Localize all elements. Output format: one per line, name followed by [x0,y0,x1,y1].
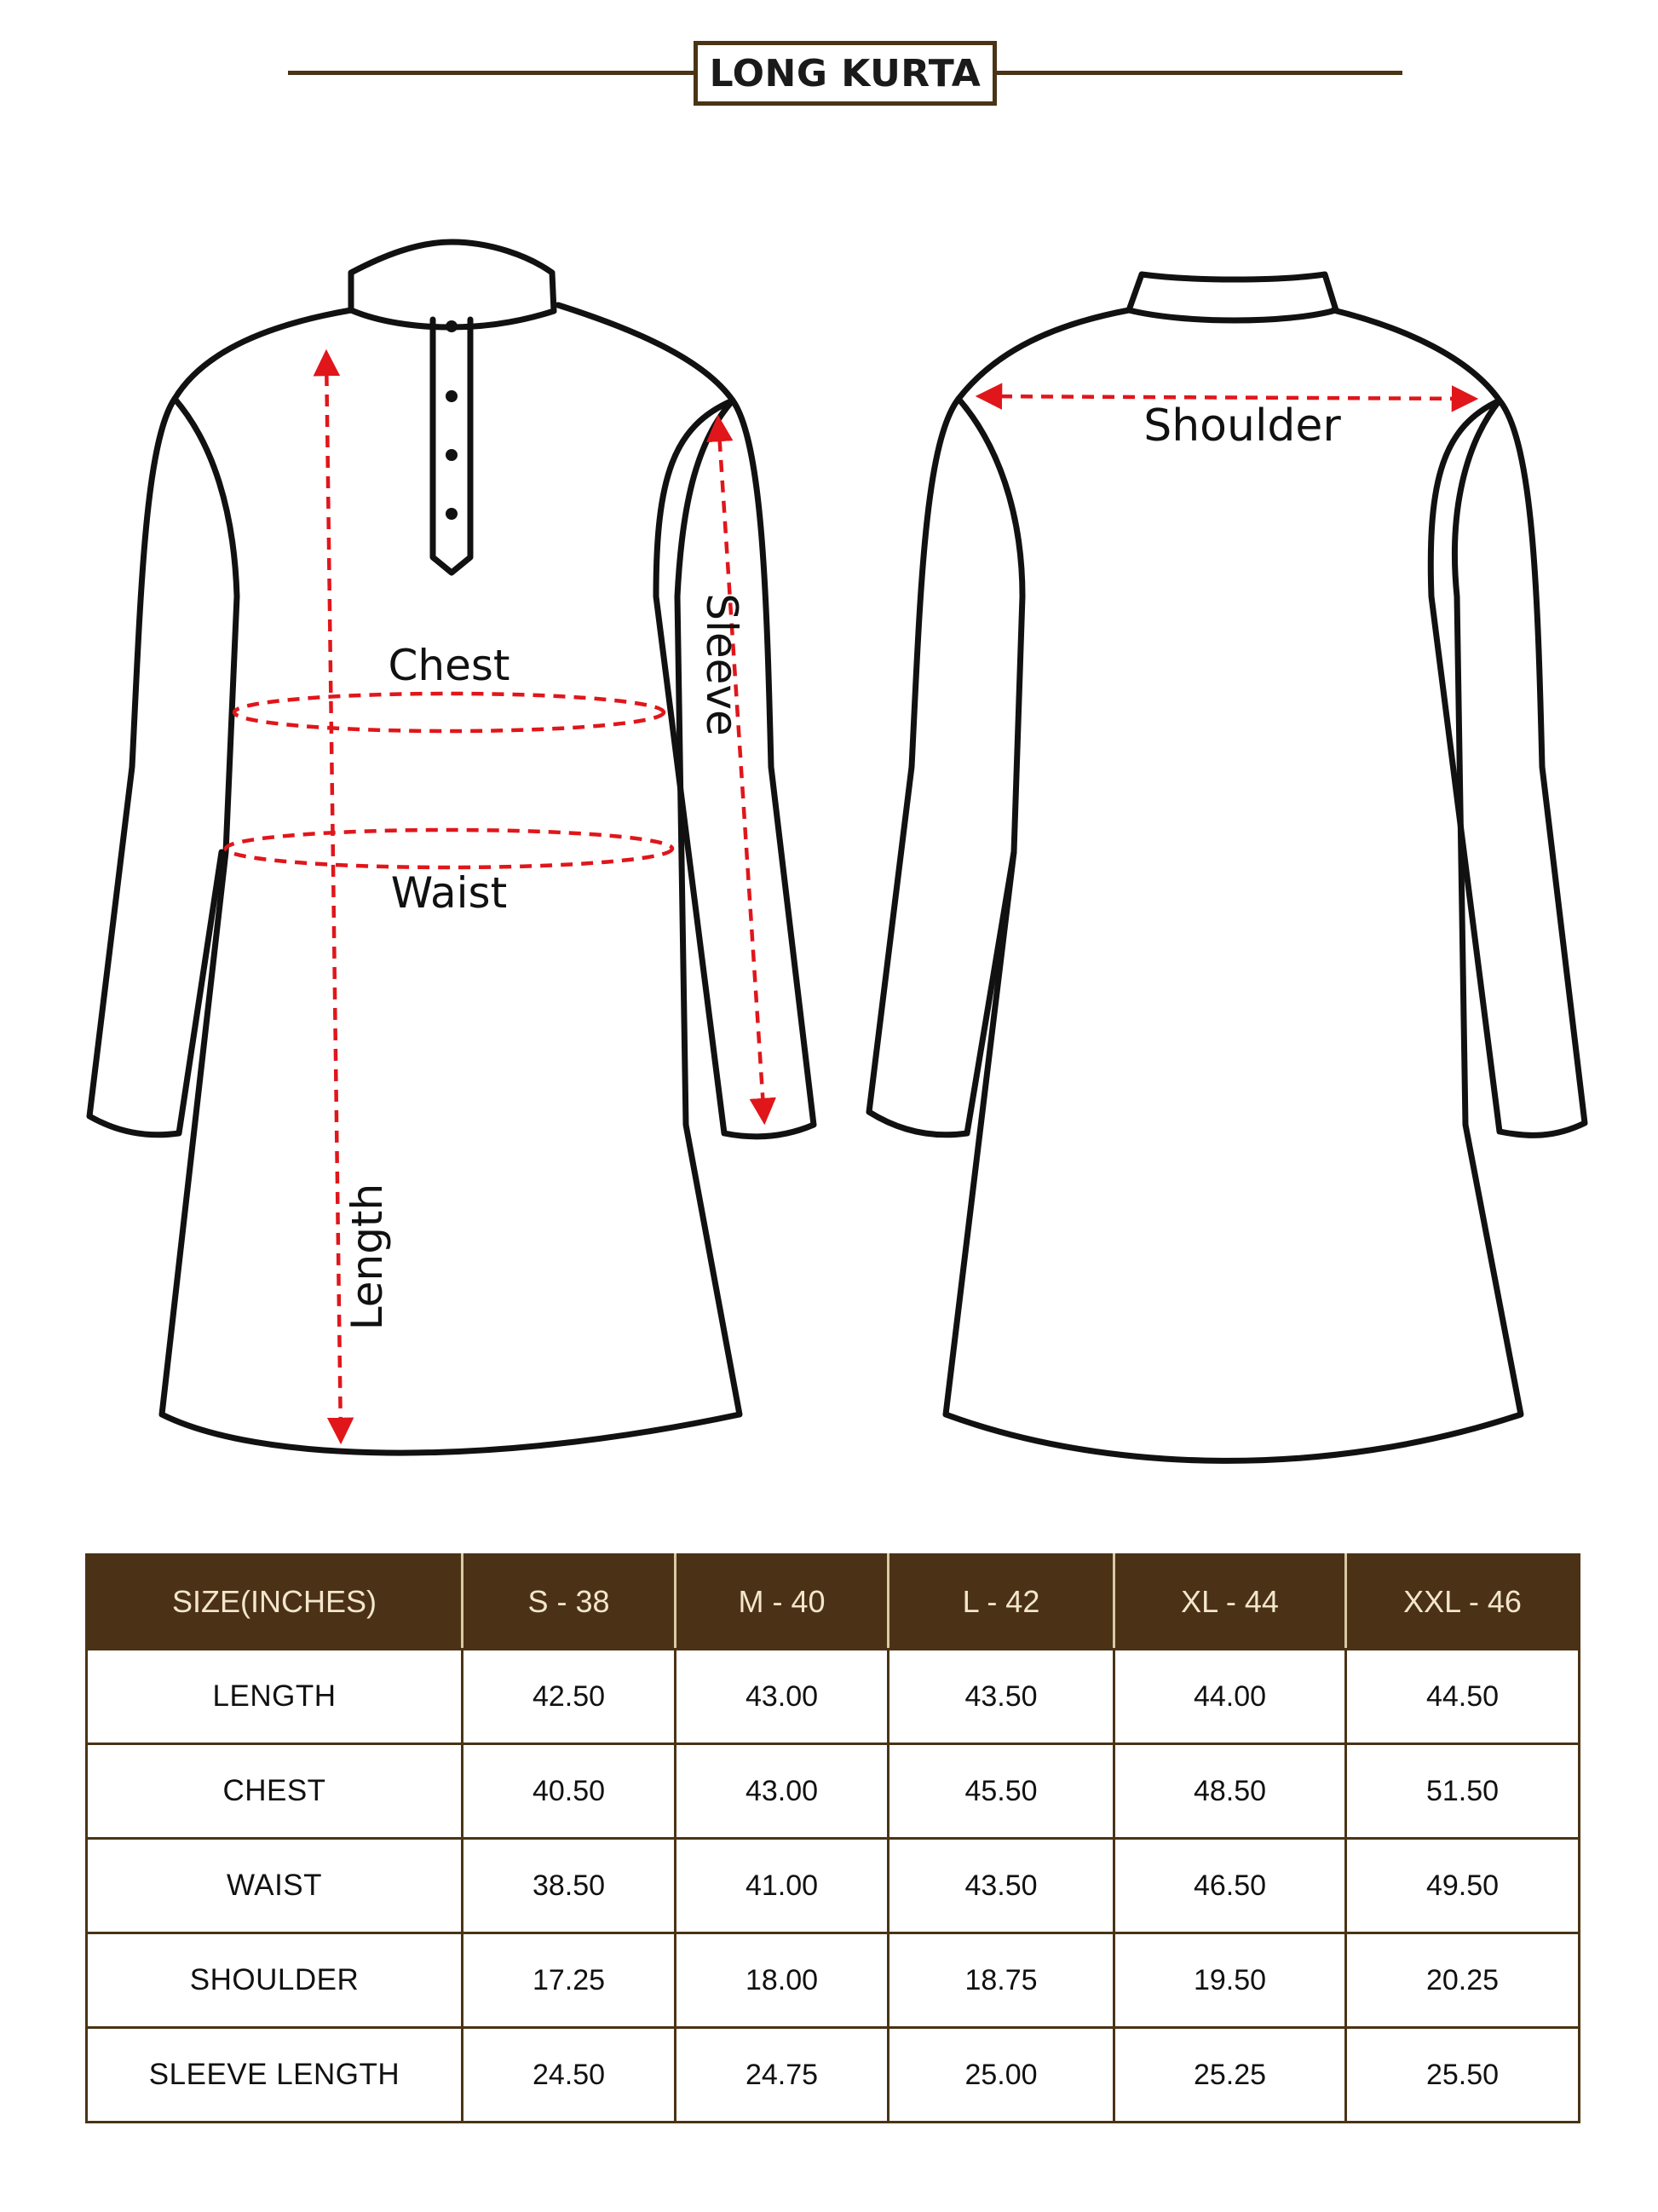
table-cell: 43.50 [889,1650,1114,1744]
table-header-row [87,1555,1580,1650]
table-cell: 40.50 [463,1744,676,1839]
table-cell: 18.75 [889,1933,1114,2028]
table-row [87,1839,1580,1933]
shoulder-label: Shoulder [1143,400,1341,452]
sleeve-arrow [718,419,764,1120]
kurta-back-outline [869,274,1585,1460]
table-cell: 46.50 [1114,1839,1346,1933]
table-cell: 25.50 [1346,2028,1580,2123]
chest-label: Chest [388,641,510,690]
table-cell: 41.00 [676,1839,889,1933]
kurta-front-outline [89,242,814,1453]
row-label: SLEEVE LENGTH [87,2028,463,2123]
kurta-front-diagram [77,204,826,1483]
table-row [87,1650,1580,1744]
table-cell: 51.50 [1346,1744,1580,1839]
table-cell: 49.50 [1346,1839,1580,1933]
table-cell: 44.50 [1346,1650,1580,1744]
header-size-m: M - 40 [676,1555,889,1650]
length-label: Length [343,1183,392,1331]
table-row [87,2028,1580,2123]
header-size-s: S - 38 [463,1555,676,1650]
waist-ellipse [226,830,672,867]
table-cell: 17.25 [463,1933,676,2028]
row-label: WAIST [87,1839,463,1933]
header-size-xl: XL - 44 [1114,1555,1346,1650]
header-size-xxl: XXL - 46 [1346,1555,1580,1650]
table-cell: 38.50 [463,1839,676,1933]
table-row [87,1744,1580,1839]
table-cell: 48.50 [1114,1744,1346,1839]
title-rule-right [997,71,1402,75]
table-cell: 18.00 [676,1933,889,2028]
table-cell: 24.50 [463,2028,676,2123]
size-chart-table [85,1553,1580,2123]
row-label: CHEST [87,1744,463,1839]
table-cell: 43.00 [676,1744,889,1839]
placket-buttons [446,320,458,520]
table-cell: 44.00 [1114,1650,1346,1744]
table-cell: 45.50 [889,1744,1114,1839]
shoulder-arrow [980,396,1474,399]
kurta-back-diagram [852,204,1619,1483]
table-cell: 24.75 [676,2028,889,2123]
waist-label: Waist [390,868,508,918]
row-label: SHOULDER [87,1933,463,2028]
table-cell: 20.25 [1346,1933,1580,2028]
table-cell: 25.25 [1114,2028,1346,2123]
table-cell: 19.50 [1114,1933,1346,2028]
header-size-l: L - 42 [889,1555,1114,1650]
title-rule-left [288,71,694,75]
chest-ellipse [234,694,664,731]
length-arrow [326,354,341,1440]
header-size-inches: SIZE(INCHES) [87,1555,463,1650]
table-cell: 43.00 [676,1650,889,1744]
table-cell: 43.50 [889,1839,1114,1933]
row-label: LENGTH [87,1650,463,1744]
sleeve-label: Sleeve [697,593,746,736]
page-title: LONG KURTA [694,41,997,106]
table-cell: 42.50 [463,1650,676,1744]
table-cell: 25.00 [889,2028,1114,2123]
table-row [87,1933,1580,2028]
